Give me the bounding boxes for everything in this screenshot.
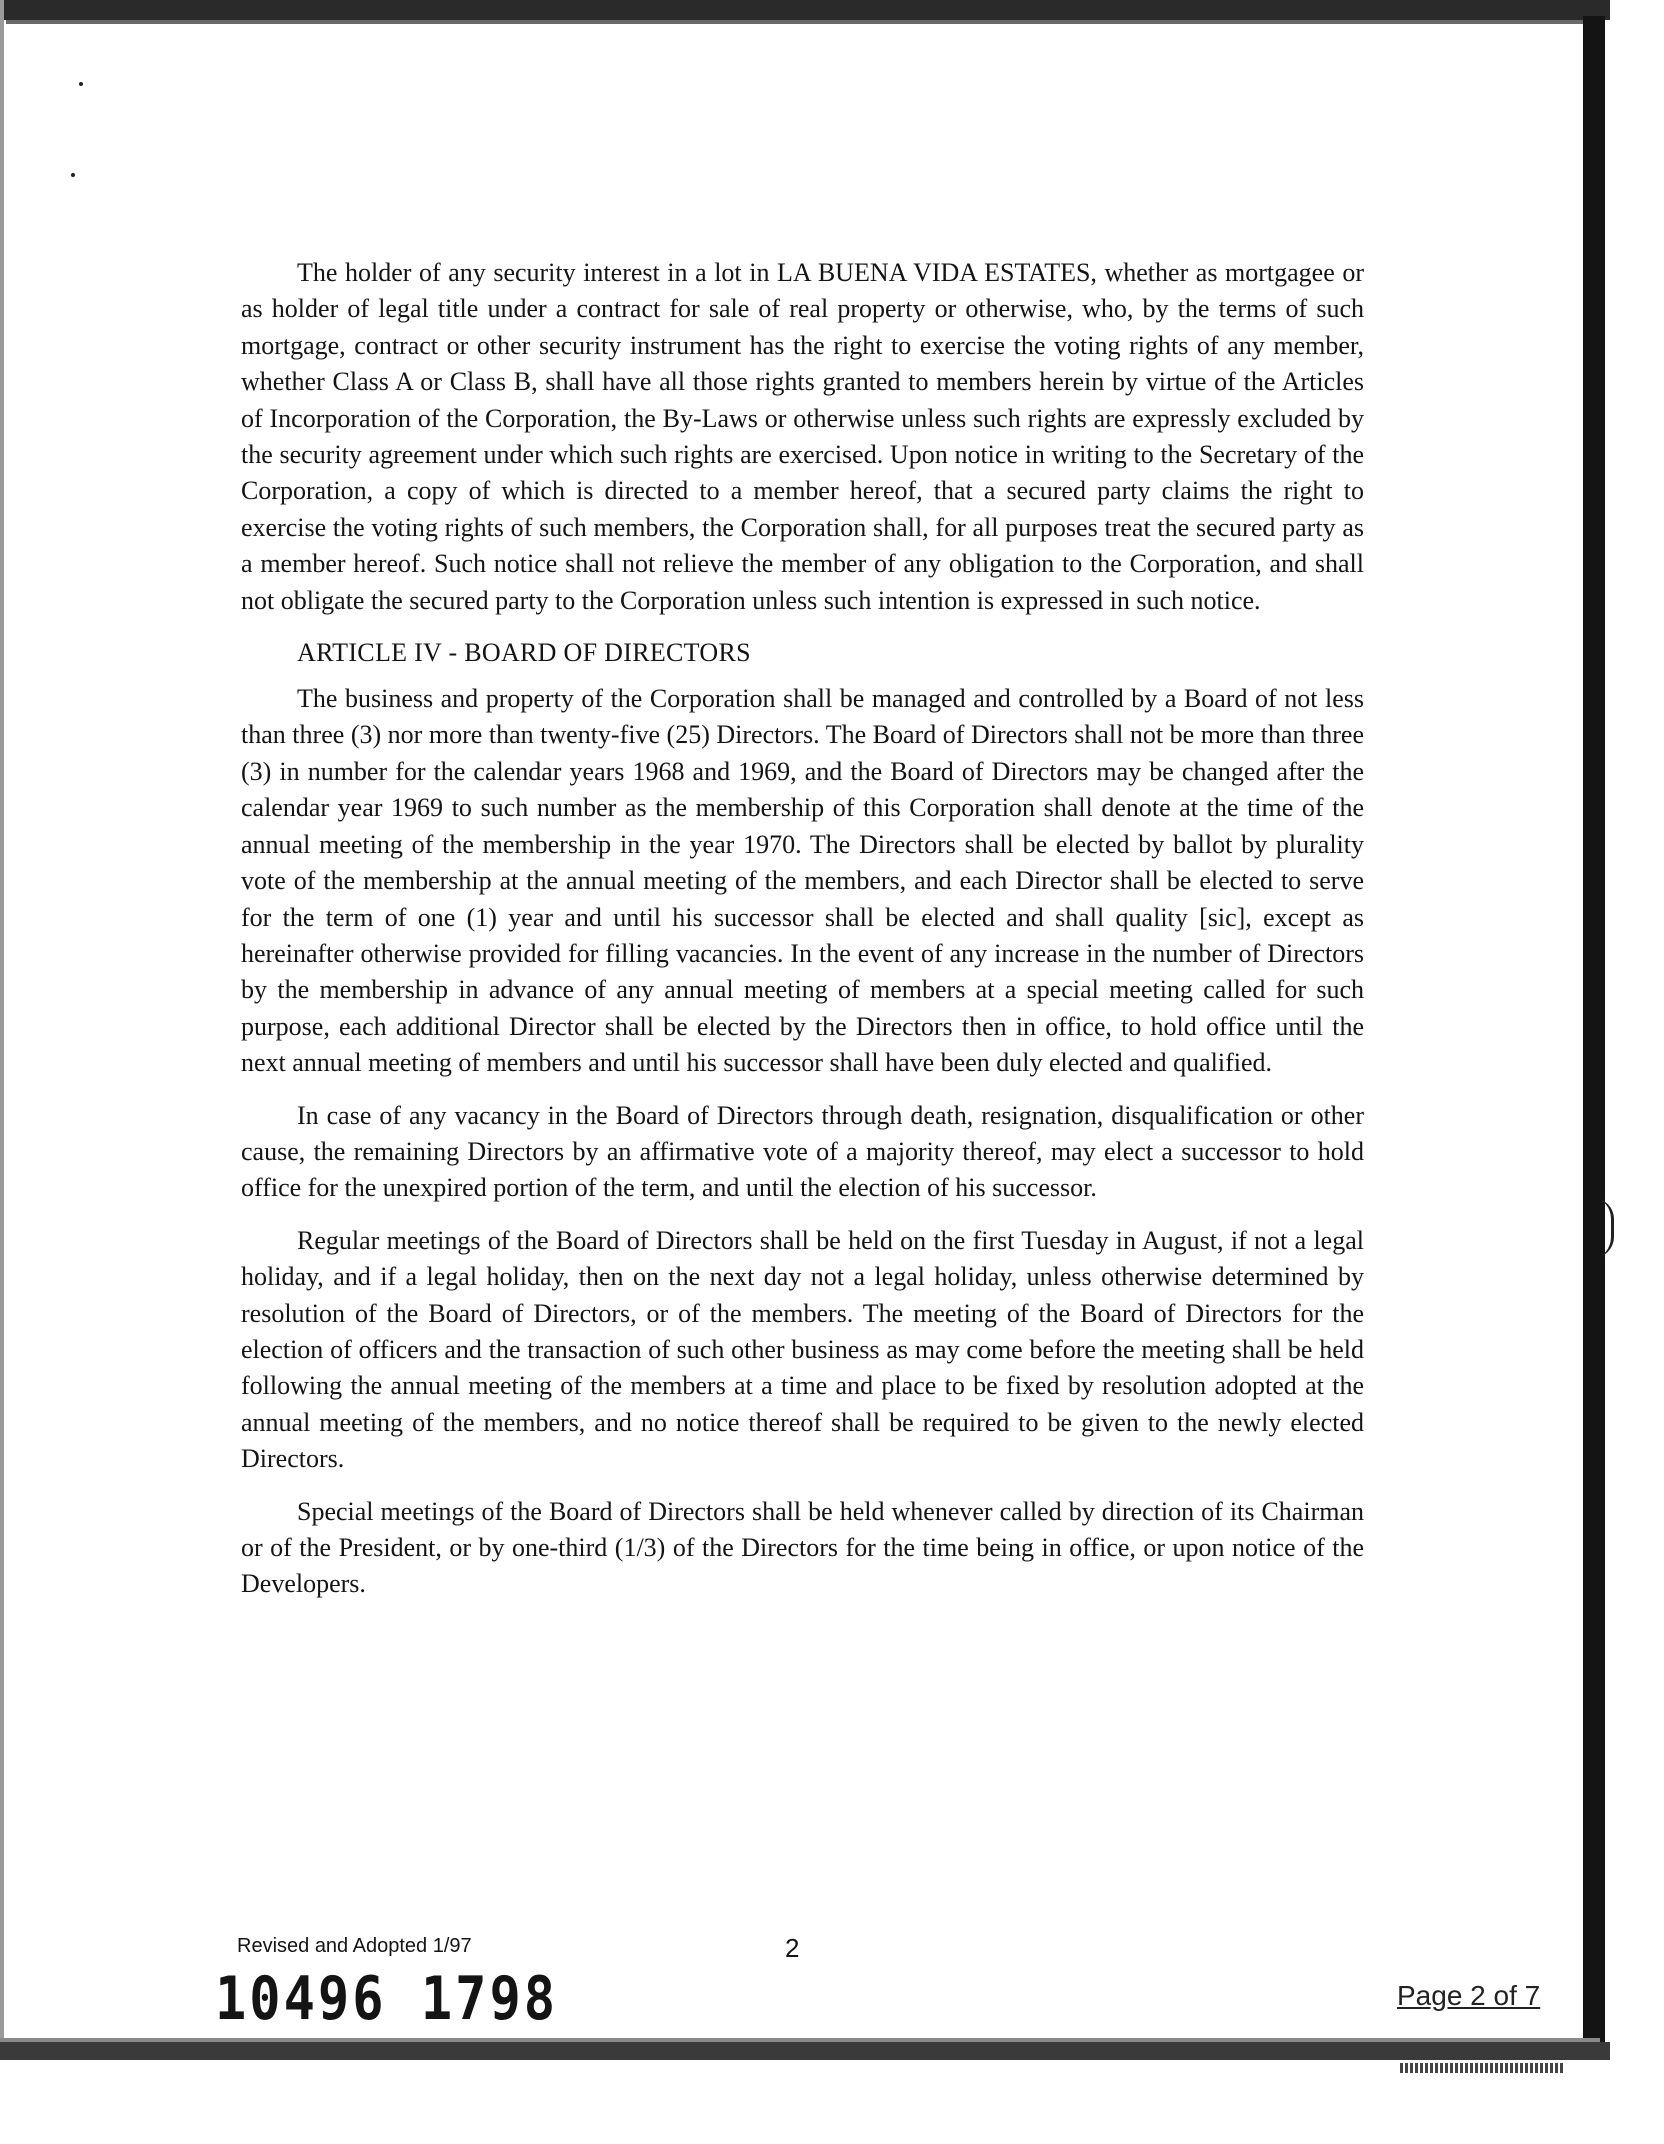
scan-speck <box>71 173 75 177</box>
paragraph-security-interest: The holder of any security interest in a lot in LA BUENA VIDA ESTATES, whether as mortgagee or as holder of legal title under a contract for sale of real property or otherwise, who, by the terms of such mortgage, contract or other security instrument has the right to exercise the voting rights of any member, whether Class A or Class B, shall have all those rights granted to members herein by virtue of the Articles of Incorporation of the Corporation, the By-Laws or otherwise unless such rights are expressly excluded by the security agreement under which such rights are exercised. Upon notice in writing to the Secretary of the Corporation, a copy of which is directed to a member hereof, that a secured party claims the right to exercise the voting rights of such members, the Corporation shall, for all purposes treat the secured party as a member hereof. Such notice shall not relieve the member of any obligation to the Corporation, and shall not obligate the secured party to the Corporation unless such intention is expressed in such notice. <box>241 258 1364 615</box>
scan-border-left <box>0 0 4 2060</box>
handwritten-record-numbers: 10496 1798 <box>215 1965 559 2034</box>
scan-speck <box>79 82 83 86</box>
paragraph-special-meetings: Special meetings of the Board of Directors shall be held whenever called by direction of its Chairman or of the President, or by one-third (1/3) of the Directors for the time being in office, or upon notice of the Developers. <box>241 1496 1364 1599</box>
scan-footer-mark <box>1400 2063 1565 2073</box>
scan-border-bottom <box>0 2042 1610 2060</box>
article-heading: ARTICLE IV - BOARD OF DIRECTORS <box>297 638 751 668</box>
paragraph-board-composition: The business and property of the Corporation shall be managed and controlled by a Board of not less than three (3) nor more than twenty-five (25) Directors. The Board of Directors shall not be more than three (3) in number for the calendar years 1968 and 1969, and the Board of Directors may be changed after the calendar year 1969 to such number as the membership of this Corporation shall denote at the time of the annual meeting of the membership in the year 1970. The Directors shall be elected by ballot by plurality vote of the membership at the annual meeting of the members, and each Director shall be elected to serve for the term of one (1) year and until his successor shall be elected and shall quality [sic], except as hereinafter otherwise provided for filling vacancies. In the event of any increase in the number of Directors by the membership in advance of any annual meeting of members at a special meeting called for such purpose, each additional Director shall be elected by the Directors then in office, to hold office until the next annual meeting of members and until his successor shall have been duly elected and qualified. <box>241 684 1364 1078</box>
paragraph-regular-meetings: Regular meetings of the Board of Directors shall be held on the first Tuesday in August, if not a legal holiday, and if a legal holiday, then on the next day not a legal holiday, unless otherwise determined by resolution of the Board of Directors, or of the members. The meeting of the Board of Directors for the election of officers and the transaction of such other business as may come before the meeting shall be held following the annual meeting of the members at a time and place to be fixed by resolution adopted at the annual meeting of the members, and no notice thereof shall be required to be given to the newly elected Directors. <box>241 1225 1364 1474</box>
document-body <box>241 255 1364 1619</box>
scan-border-right <box>1583 16 1605 2046</box>
revision-note: Revised and Adopted 1/97 <box>237 1935 472 1957</box>
scan-border-top-inner <box>6 20 1604 24</box>
page-number: 2 <box>785 1933 800 1963</box>
scan-border-top <box>0 0 1610 20</box>
scan-bracket-mark <box>1593 1198 1614 1258</box>
paragraph-vacancy: In case of any vacancy in the Board of Directors through death, resignation, disqualification or other cause, the remaining Directors by an affirmative vote of a majority thereof, may elect a successor to hold office for the unexpired portion of the term, and until the election of his successor. <box>241 1100 1364 1203</box>
page-of-indicator: Page 2 of 7 <box>1397 1980 1541 2011</box>
